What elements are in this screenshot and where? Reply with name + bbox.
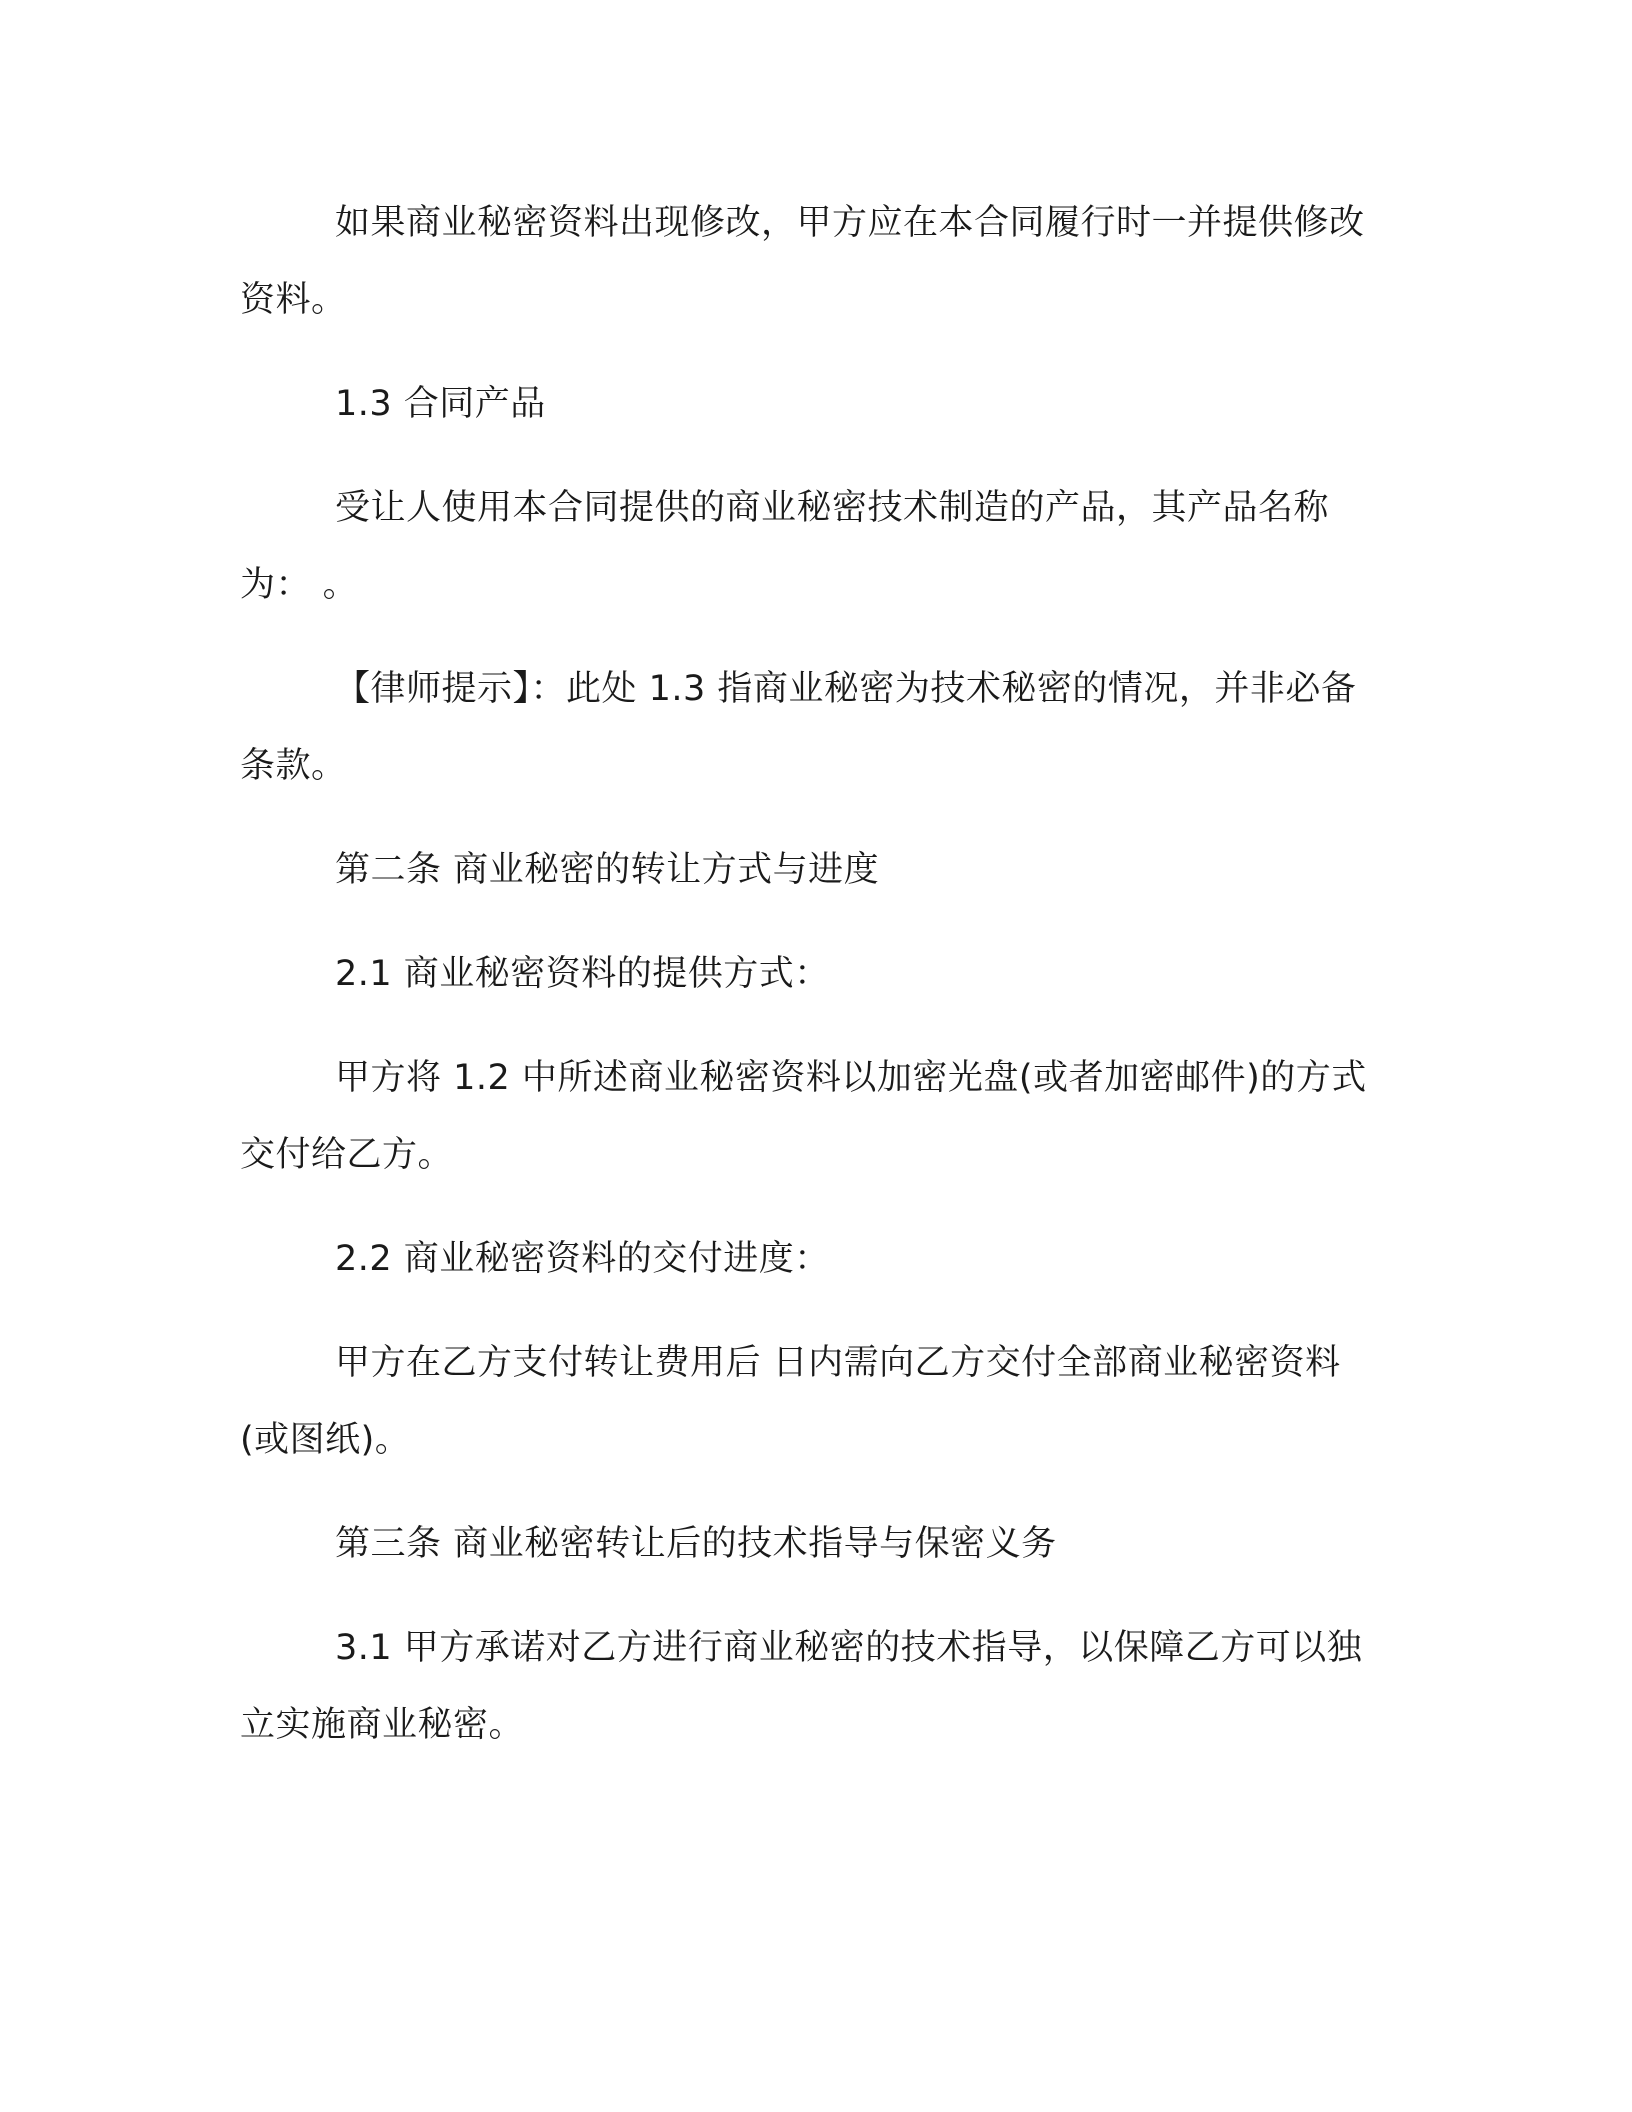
- paragraph-3-1-guidance: 3.1 甲方承诺对乙方进行商业秘密的技术指导，以保障乙方可以独立实施商业秘密。: [240, 1628, 1363, 1745]
- heading-2-2: 2.2 商业秘密资料的交付进度：: [335, 1239, 830, 1279]
- document-body: [240, 185, 1385, 1791]
- paragraph-lawyer-tip: 【律师提示】：此处 1.3 指商业秘密为技术秘密的情况，并非必备条款。: [240, 669, 1357, 786]
- heading-article-3: 第三条 商业秘密转让后的技术指导与保密义务: [335, 1524, 1057, 1564]
- heading-1-3-contract-product: 1.3 合同产品: [335, 384, 546, 424]
- paragraph-revision-note: 如果商业秘密资料出现修改，甲方应在本合同履行时一并提供修改资料。: [240, 203, 1365, 320]
- paragraph-product-name: 受让人使用本合同提供的商业秘密技术制造的产品，其产品名称为： 。: [240, 488, 1330, 605]
- heading-2-1: 2.1 商业秘密资料的提供方式：: [335, 954, 830, 994]
- paragraph-delivery-schedule: 甲方在乙方支付转让费用后 日内需向乙方交付全部商业秘密资料(或图纸)。: [240, 1343, 1341, 1460]
- paragraph-delivery-method: 甲方将 1.2 中所述商业秘密资料以加密光盘(或者加密邮件)的方式交付给乙方。: [240, 1058, 1367, 1175]
- heading-article-2: 第二条 商业秘密的转让方式与进度: [335, 850, 880, 890]
